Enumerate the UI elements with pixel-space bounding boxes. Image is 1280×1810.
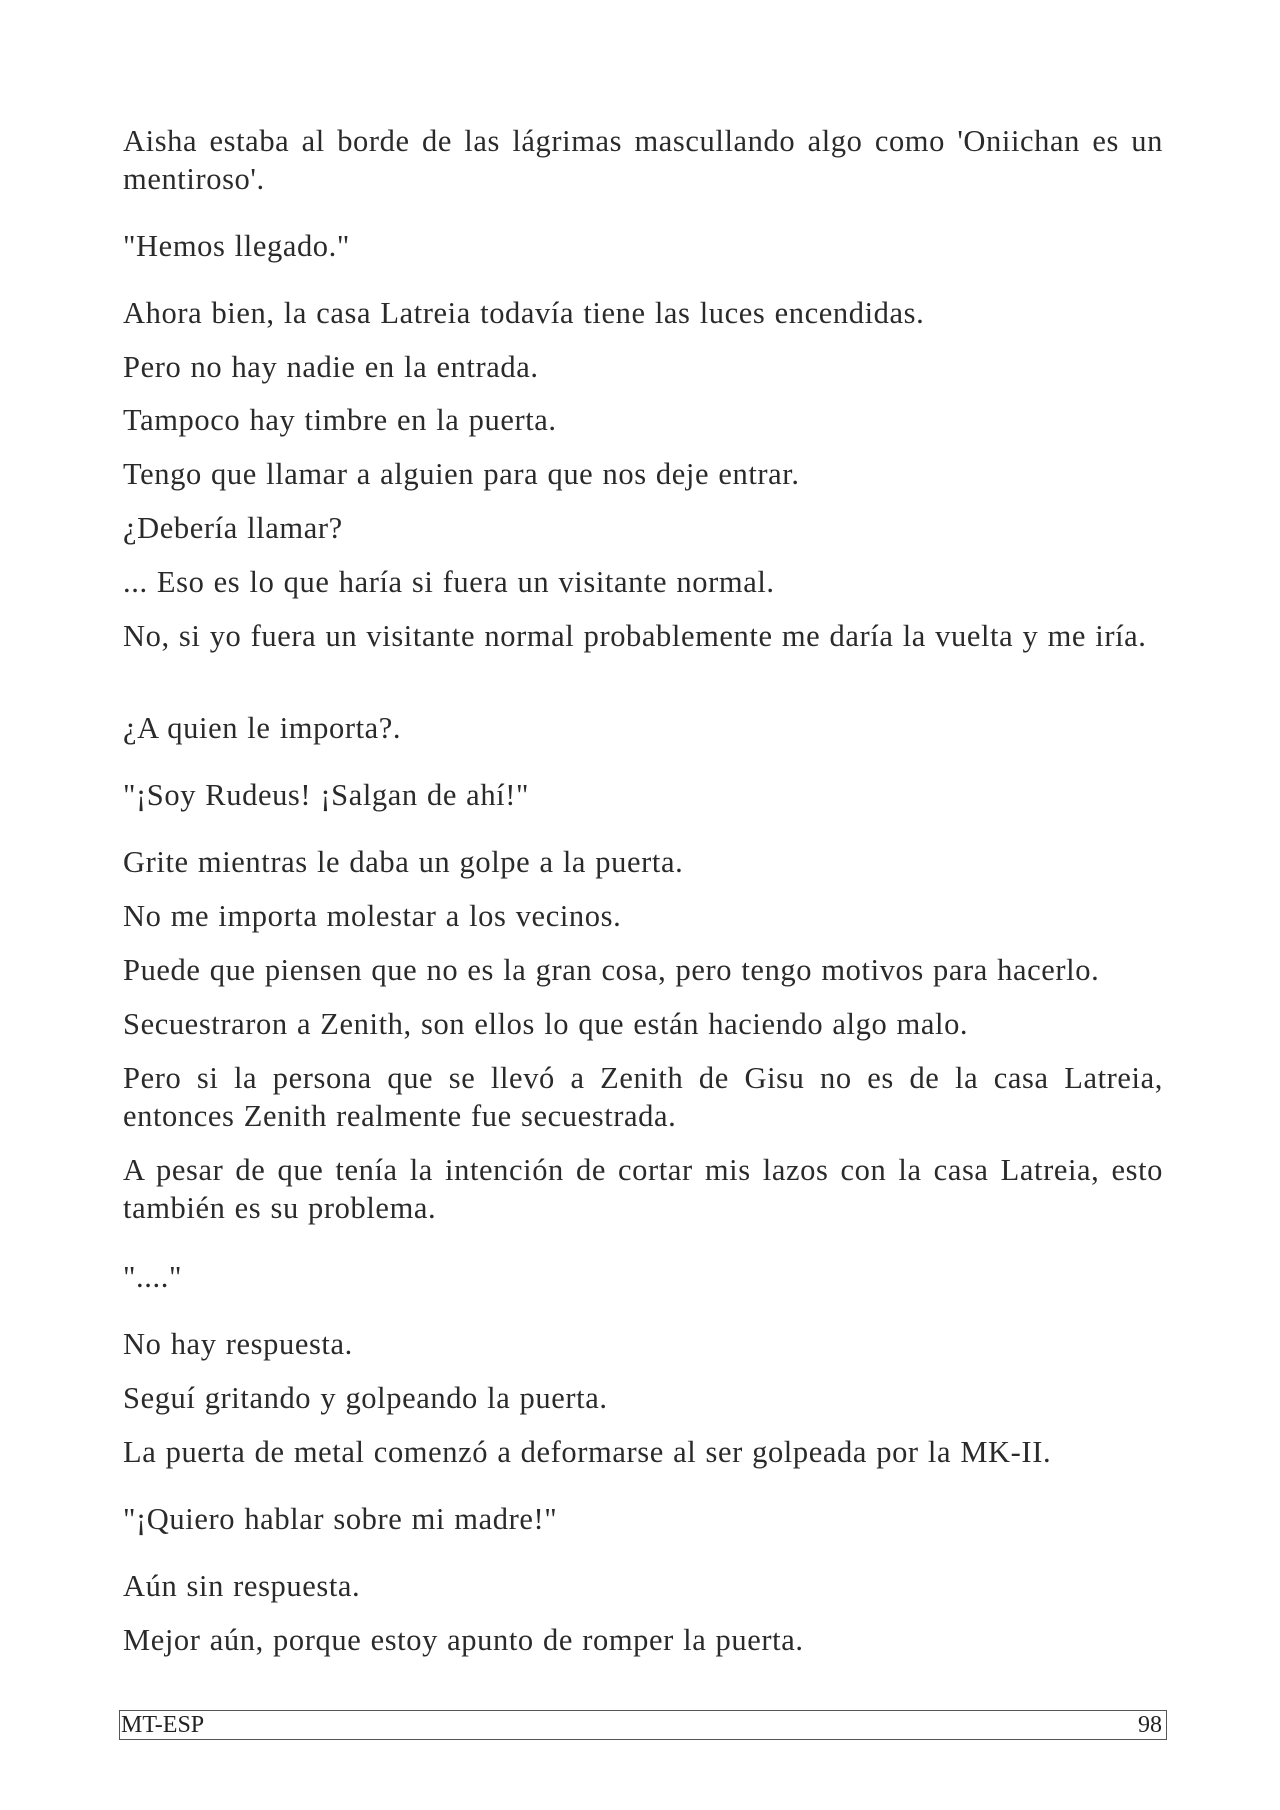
page-number: 98 (1138, 1712, 1162, 1738)
paragraph: Secuestraron a Zenith, son ellos lo que están haciendo algo malo. (123, 1007, 969, 1041)
paragraph: Grite mientras le daba un golpe a la puerta. (123, 845, 684, 879)
page-footer (119, 1710, 1167, 1740)
paragraph: ... Eso es lo que haría si fuera un visitante normal. (123, 565, 775, 599)
paragraph: No me importa molestar a los vecinos. (123, 899, 622, 933)
paragraph: ¿A quien le importa?. (123, 711, 402, 745)
paragraph: Ahora bien, la casa Latreia todavía tiene las luces encendidas. (123, 296, 925, 330)
paragraph: "¡Quiero hablar sobre mi madre!" (123, 1502, 558, 1536)
paragraph: A pesar de que tenía la intención de cortar mis lazos con la casa Latreia, esto también es su problema. (123, 1153, 1163, 1225)
paragraph: ¿Debería llamar? (123, 511, 343, 545)
paragraph: Tengo que llamar a alguien para que nos deje entrar. (123, 457, 800, 491)
paragraph: Aisha estaba al borde de las lágrimas mascullando algo como 'Oniichan es un mentiroso'. (123, 124, 1163, 196)
paragraph: Seguí gritando y golpeando la puerta. (123, 1381, 608, 1415)
paragraph: La puerta de metal comenzó a deformarse al ser golpeada por la MK-II. (123, 1435, 1052, 1469)
paragraph: No, si yo fuera un visitante normal probablemente me daría la vuelta y me iría. (123, 619, 1147, 653)
paragraph: Aún sin respuesta. (123, 1569, 361, 1603)
paragraph: "...." (123, 1260, 183, 1294)
paragraph: "¡Soy Rudeus! ¡Salgan de ahí!" (123, 778, 530, 812)
paragraph: Pero si la persona que se llevó a Zenith de Gisu no es de la casa Latreia, entonces Zenith realmente fue secuestrada. (123, 1061, 1163, 1133)
paragraph: Puede que piensen que no es la gran cosa, pero tengo motivos para hacerlo. (123, 953, 1100, 987)
paragraph: Mejor aún, porque estoy apunto de romper la puerta. (123, 1623, 804, 1657)
paragraph: No hay respuesta. (123, 1327, 353, 1361)
paragraph: "Hemos llegado." (123, 229, 350, 263)
footer-label: MT-ESP (121, 1712, 205, 1738)
paragraph: Pero no hay nadie en la entrada. (123, 350, 539, 384)
paragraph: Tampoco hay timbre en la puerta. (123, 403, 557, 437)
